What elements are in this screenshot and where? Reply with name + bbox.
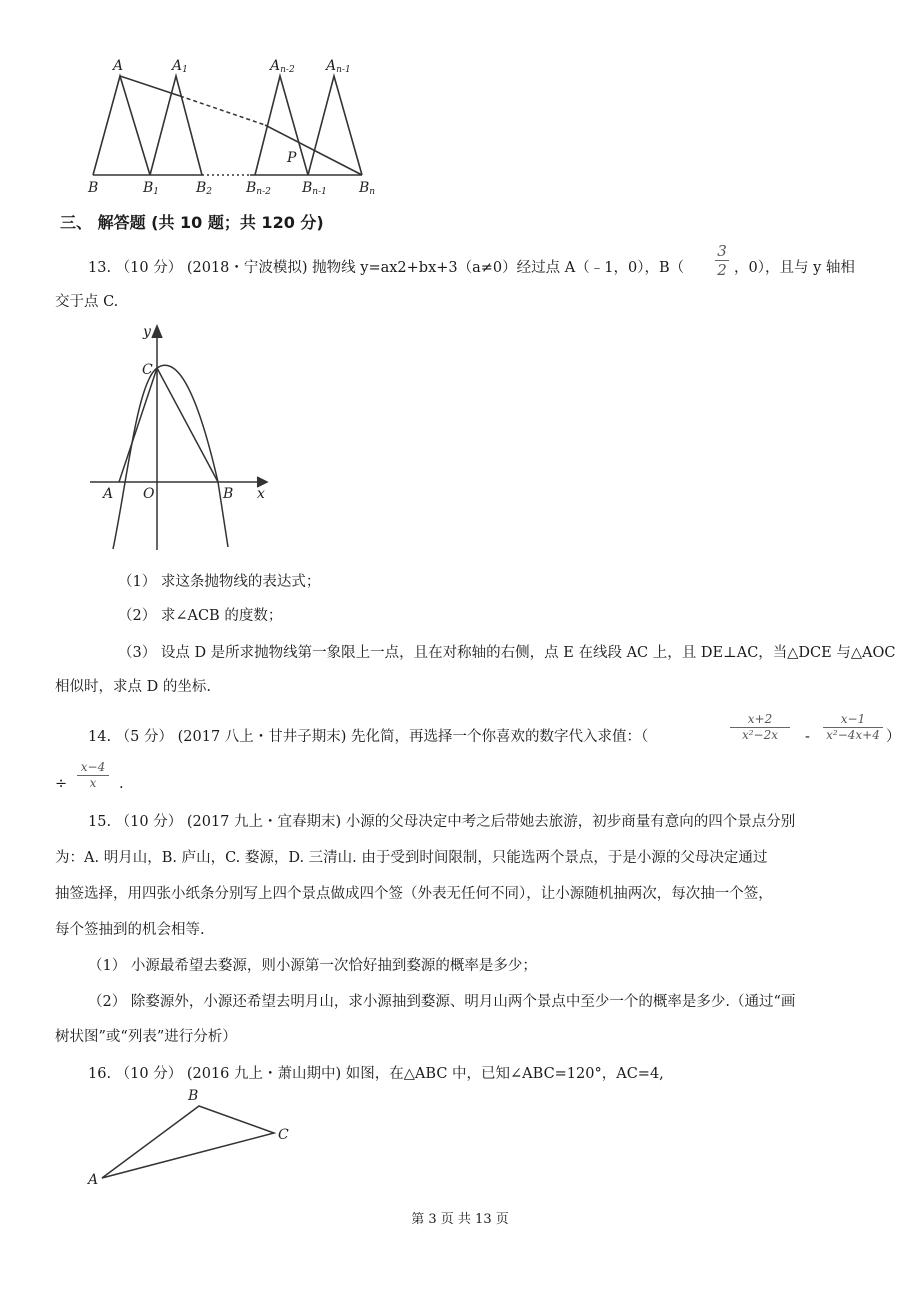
q14-divide: ÷ <box>55 776 68 792</box>
q13-frac-num: 3 <box>717 242 727 260</box>
q13-sub3-line2: 相似时，求点 D 的坐标. <box>55 679 211 695</box>
q15-sub2-line2: 树状图”或“列表”进行分析） <box>55 1029 237 1045</box>
q14-close-paren: ） <box>886 729 901 745</box>
svg-text:Bn-2 <box>245 180 271 197</box>
q14-f1-num: x+2 <box>747 712 773 726</box>
line-a-dashed <box>180 96 265 125</box>
svg-text:Bn-1 <box>301 180 327 197</box>
q14-minus: - <box>805 729 810 745</box>
svg-text:An-2 <box>268 58 295 75</box>
q14-fraction-3 <box>77 761 109 790</box>
label-c: C <box>142 362 153 378</box>
label-x: x <box>257 486 265 502</box>
q15-line4: 每个签抽到的机会相等. <box>55 922 205 938</box>
label-an1-sub: n-1 <box>336 65 351 75</box>
label-b1: B <box>143 180 154 196</box>
page-footer: 第 3 页 共 13 页 <box>411 1212 509 1227</box>
svg-text:Bn <box>358 180 375 197</box>
q13-sub1: （1） 求这条抛物线的表达式； <box>118 574 321 590</box>
label-a1: A <box>172 58 183 74</box>
q15-line1: 15. （10 分） (2017 九上・宜春期末) 小源的父母决定中考之后带她去旅游，初步商量有意向的四个景点分别 <box>88 814 796 830</box>
label-c: C <box>278 1127 289 1143</box>
svg-text:B1 <box>142 180 159 197</box>
q15-line3: 抽签选择，用四张小纸条分别写上四个景点做成四个签（外表无任何不同），让小源随机抽两次，每次抽一个签， <box>55 886 773 902</box>
q13-line2: 交于点 C. <box>55 294 119 310</box>
q14-end: . <box>119 776 124 792</box>
label-bn1-sub: n-1 <box>312 187 327 197</box>
label-b: B <box>188 1088 199 1104</box>
label-bn2: B <box>246 180 257 196</box>
q14-f2-den: x²−4x+4 <box>826 728 880 742</box>
label-an2-sub: n-2 <box>280 65 295 75</box>
parabola-figure <box>85 322 285 557</box>
label-a: A <box>113 58 124 74</box>
q14-line1: 14. （5 分） (2017 八上・甘井子期末) 先化简，再选择一个你喜欢的数字代入求值：（ <box>88 729 649 745</box>
segment-ac <box>119 368 157 482</box>
line-a-solid-2 <box>265 125 362 175</box>
label-bn1: B <box>302 180 313 196</box>
svg-text:B2 <box>195 180 212 197</box>
label-bn2-sub: n-2 <box>256 187 271 197</box>
q15-line2: 为：A. 明月山，B. 庐山，C. 婺源，D. 三清山. 由于受到时间限制，只能选两个景点，于是小源的父母决定通过 <box>55 850 768 866</box>
q13-sub3-line1: （3） 设点 D 是所求抛物线第一象限上一点，且在对称轴的右侧，点 E 在线段 AC 上，且 DE⊥AC，当△DCE 与△AOC <box>118 645 896 661</box>
q15-sub2-line1: （2） 除婺源外，小源还希望去明月山，求小源抽到婺源、明月山两个景点中至少一个的概率是多少.（通过“画 <box>88 994 796 1010</box>
label-b1-sub: 1 <box>153 187 160 197</box>
triangle-3 <box>255 76 308 175</box>
label-bn-sub: n <box>369 187 376 197</box>
q15-sub1: （1） 小源最希望去婺源，则小源第一次恰好抽到婺源的概率是多少； <box>88 958 537 974</box>
q16-line1: 16. （10 分） (2016 九上・萧山期中) 如图，在△ABC 中，已知∠ABC=120°，AC=4, <box>88 1066 664 1082</box>
q14-f1-den: x²−2x <box>741 728 779 742</box>
triangle-1 <box>93 76 150 175</box>
label-a: A <box>103 486 114 502</box>
label-an1: A <box>326 58 337 74</box>
line-a-solid-1 <box>120 76 180 96</box>
label-an2: A <box>270 58 281 74</box>
q13-frac-den: 2 <box>717 261 727 279</box>
svg-text:An-1 <box>324 58 351 75</box>
triangle-4 <box>308 76 362 175</box>
svg-text:A1 <box>170 58 188 75</box>
label-bn: B <box>359 180 370 196</box>
q13-line1-a: 13. （10 分） (2018・宁波模拟) 抛物线 y=ax2+bx+3（a≠0）经过点 A（﹣1，0），B（ <box>88 260 685 276</box>
label-a: A <box>88 1172 99 1188</box>
label-a1-sub: 1 <box>182 65 188 75</box>
label-b: B <box>223 486 234 502</box>
label-y: y <box>143 324 151 340</box>
q13-line1-b: ，0），且与 y 轴相 <box>734 260 855 276</box>
label-o: O <box>143 486 155 502</box>
triangle-chain-figure <box>80 52 380 202</box>
q14-f3-den: x <box>89 776 97 790</box>
label-b: B <box>88 180 99 196</box>
triangle-2 <box>150 76 202 175</box>
q14-f3-num: x−4 <box>80 760 106 774</box>
q13-sub2: （2） 求∠ACB 的度数； <box>118 608 283 624</box>
y-axis-arrow <box>152 326 162 338</box>
label-b2: B <box>196 180 207 196</box>
triangle-abc-figure <box>82 1085 302 1190</box>
section-heading: 三、 解答题 (共 10 题；共 120 分) <box>60 213 324 232</box>
q13-fraction <box>715 243 729 278</box>
label-p: P <box>287 150 297 166</box>
triangle-abc <box>102 1106 274 1178</box>
label-b2-sub: 2 <box>206 187 213 197</box>
q14-fraction-1 <box>730 713 790 742</box>
q14-f2-num: x−1 <box>840 712 866 726</box>
q14-fraction-2 <box>823 713 883 742</box>
